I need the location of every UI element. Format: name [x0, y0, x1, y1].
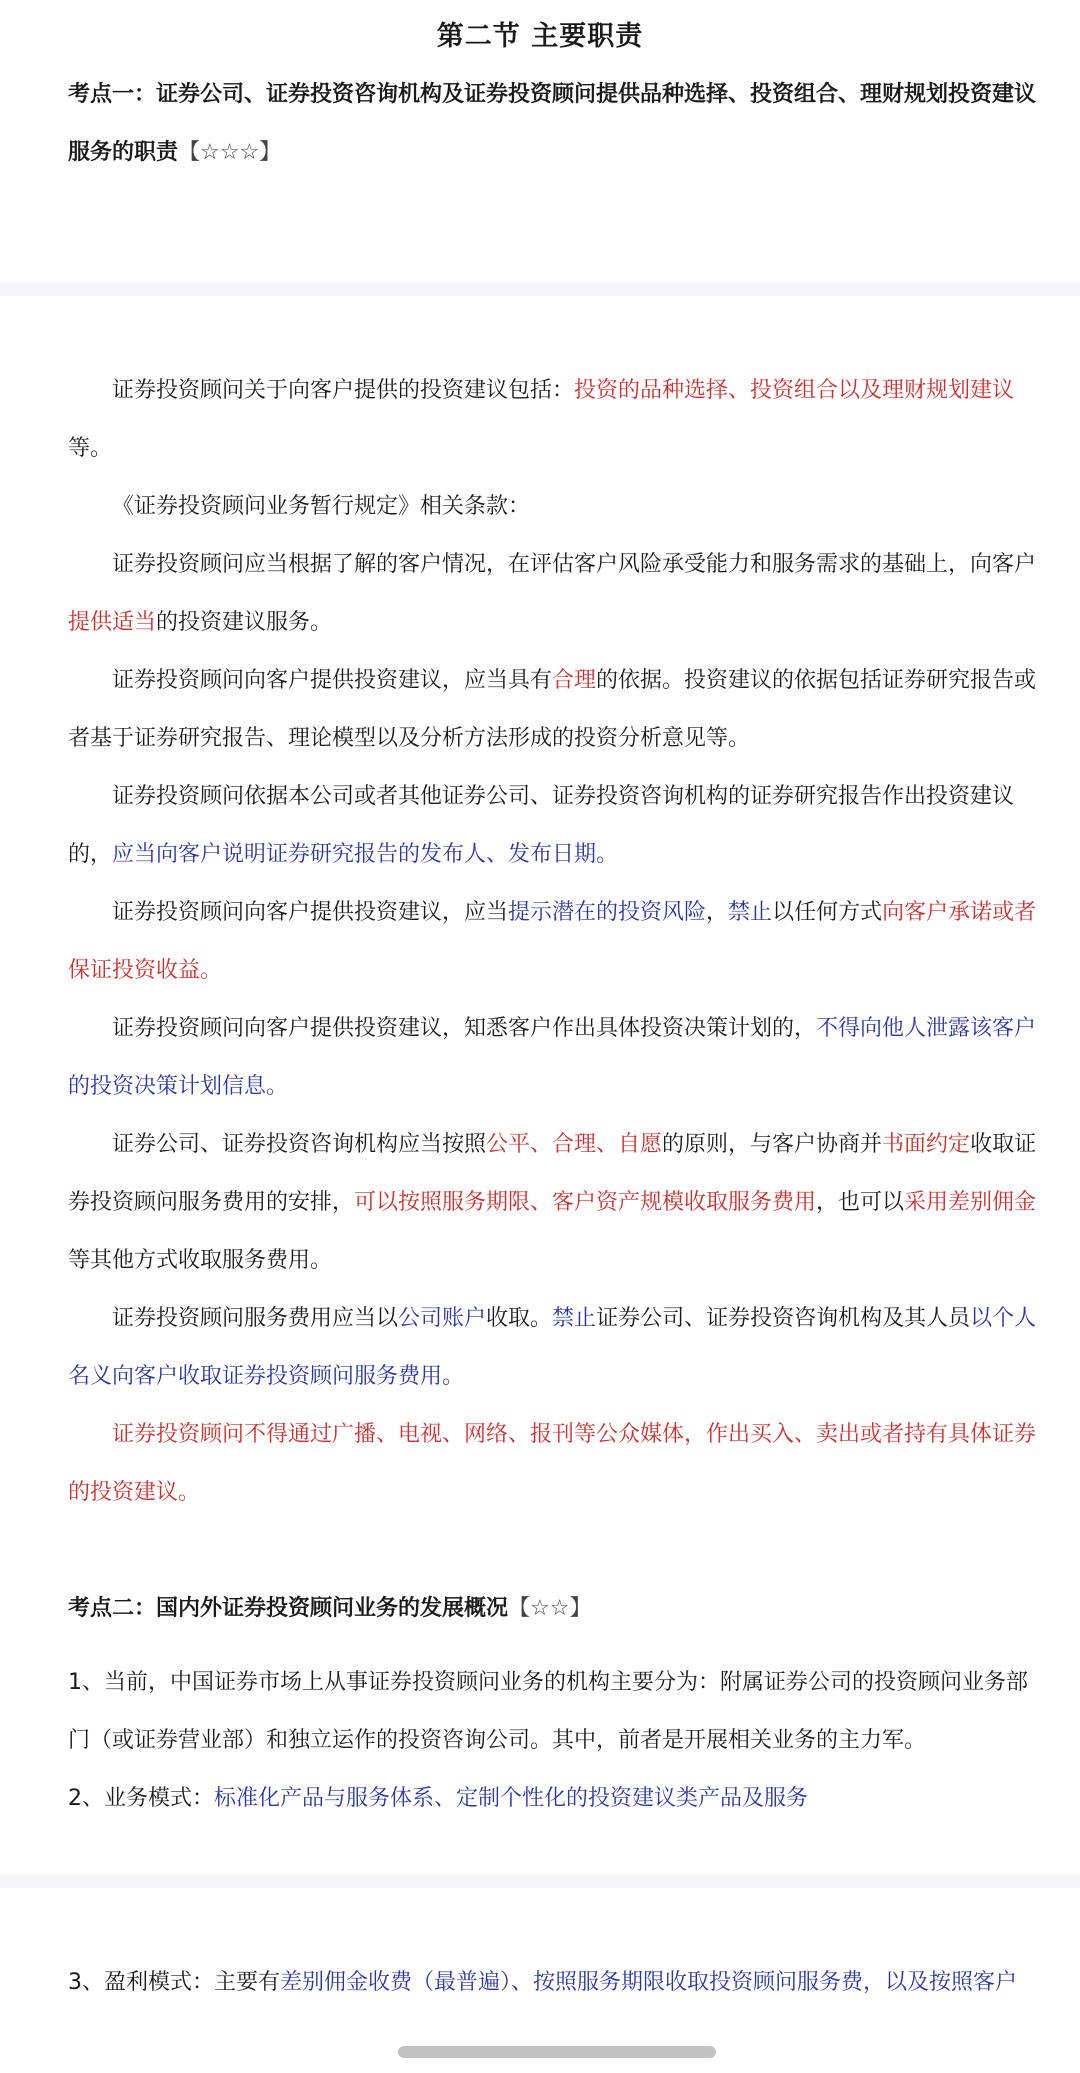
highlight-red: 书面约定 — [882, 1132, 971, 1157]
text: 证券投资顾问服务费用应当以 — [112, 1306, 399, 1331]
text: 等。 — [68, 436, 113, 461]
text: 证券投资顾问依据本公司或者其他证券公司、证券投资咨询机构的证券研究报告作出投资建议的， — [68, 784, 1015, 867]
highlight-blue: 提示潜在的投资风险 — [508, 900, 707, 925]
paragraph: 《证券投资顾问业务暂行规定》相关条款： — [112, 494, 531, 519]
text: 证券投资顾问应当根据了解的客户情况，在评估客户风险承受能力和服务需求的基础上，向客户 — [112, 552, 1037, 577]
highlight-red: 投资的品种选择、投资组合以及理财规划建议 — [574, 378, 1015, 403]
highlight-blue: 禁止 — [552, 1306, 597, 1331]
highlight-red: 合理 — [552, 668, 597, 693]
highlight-blue: 标准化产品与服务体系、定制个性化的投资建议类产品及服务 — [214, 1786, 809, 1811]
section2-heading — [68, 1580, 1048, 1638]
text: ，也可以 — [816, 1190, 905, 1215]
highlight-red: 向客户承诺或者保证投资收益。 — [68, 900, 1037, 983]
paragraph: 证券投资顾问不得通过广播、电视、网络、报刊等公众媒体，作出买入、卖出或者持有具体证券的投资建议。 — [68, 1422, 1037, 1505]
paragraph — [68, 768, 1048, 884]
list-item — [68, 1954, 1048, 2012]
highlight-blue: 公司账户 — [398, 1306, 487, 1331]
text: 证券投资顾问向客户提供投资建议，应当具有 — [112, 668, 553, 693]
text: 证券公司、证券投资咨询机构及其人员 — [596, 1306, 971, 1331]
text: 等其他方式收取服务费用。 — [68, 1248, 333, 1273]
text: 证券投资顾问向客户提供投资建议，应当 — [112, 900, 509, 925]
page-separator — [0, 1874, 1080, 1888]
paragraph — [68, 1116, 1048, 1290]
text: 收取。 — [486, 1306, 553, 1331]
paragraph — [68, 884, 1048, 1000]
section1-heading — [68, 66, 1048, 182]
text: 3、盈利模式：主要有 — [68, 1970, 280, 1995]
text: 收取证券投资顾问服务费用的安排， — [68, 1132, 1037, 1215]
page-2 — [0, 296, 1080, 1874]
paragraph — [68, 652, 1048, 768]
highlight-red: 可以按照服务期限、客户资产规模收取服务费用 — [354, 1190, 817, 1215]
section1-stars: 【☆☆☆】 — [178, 140, 282, 165]
highlight-red: 公平、合理、自愿 — [486, 1132, 663, 1157]
highlight-blue: 以个人名义向客户收取证券投资顾问服务费用。 — [68, 1306, 1037, 1389]
paragraph — [68, 536, 1048, 652]
paragraph — [68, 1290, 1048, 1406]
home-indicator[interactable] — [398, 2046, 716, 2058]
section1-heading-text: 考点一：证券公司、证券投资咨询机构及证券投资顾问提供品种选择、投资组合、理财规划投资建议服务的职责 — [68, 82, 1037, 165]
text: 的原则，与客户协商并 — [662, 1132, 883, 1157]
text: 证券投资顾问关于向客户提供的投资建议包括： — [112, 378, 575, 403]
highlight-blue: 应当向客户说明证券研究报告的发布人、发布日期。 — [112, 842, 619, 867]
section2-stars: 【☆☆】 — [508, 1596, 592, 1621]
page-separator — [0, 282, 1080, 296]
highlight-red: 采用差别佣金 — [904, 1190, 1037, 1215]
highlight-blue: 不得向他人泄露该客户的投资决策计划信息。 — [68, 1016, 1037, 1099]
text: 的投资建议服务。 — [156, 610, 333, 635]
text: 证券投资顾问向客户提供投资建议，知悉客户作出具体投资决策计划的， — [112, 1016, 817, 1041]
text: 以任何方式 — [772, 900, 883, 925]
text: 的依据。投资建议的依据包括证券研究报告或者基于证券研究报告、理论模型以及分析方法形成的投资分析意见等。 — [68, 668, 1037, 751]
highlight-blue: 禁止 — [728, 900, 773, 925]
text: 证券公司、证券投资咨询机构应当按照 — [112, 1132, 487, 1157]
body-text — [68, 1954, 1048, 2012]
spacer — [68, 1522, 1048, 1580]
list-item: 1、当前，中国证券市场上从事证券投资顾问业务的机构主要分为：附属证券公司的投资顾问业务部门（或证券营业部）和独立运作的投资咨询公司。其中，前者是开展相关业务的主力军。 — [68, 1670, 1029, 1753]
paragraph — [68, 1000, 1048, 1116]
spacer — [68, 1638, 1048, 1654]
page-title: 第二节 主要职责 — [436, 21, 644, 52]
list-item — [68, 1770, 1048, 1828]
text: 2、业务模式： — [68, 1786, 214, 1811]
highlight-blue: 差别佣金收费（最普遍）、按照服务期限收取投资顾问服务费，以及按照客户 — [280, 1970, 1018, 1995]
section2-heading-text: 考点二：国内外证券投资顾问业务的发展概况 — [68, 1596, 509, 1621]
text: ， — [706, 900, 729, 925]
page-1 — [0, 0, 1080, 282]
paragraph — [68, 362, 1048, 478]
highlight-red: 提供适当 — [68, 610, 157, 635]
body-text — [68, 362, 1048, 1828]
